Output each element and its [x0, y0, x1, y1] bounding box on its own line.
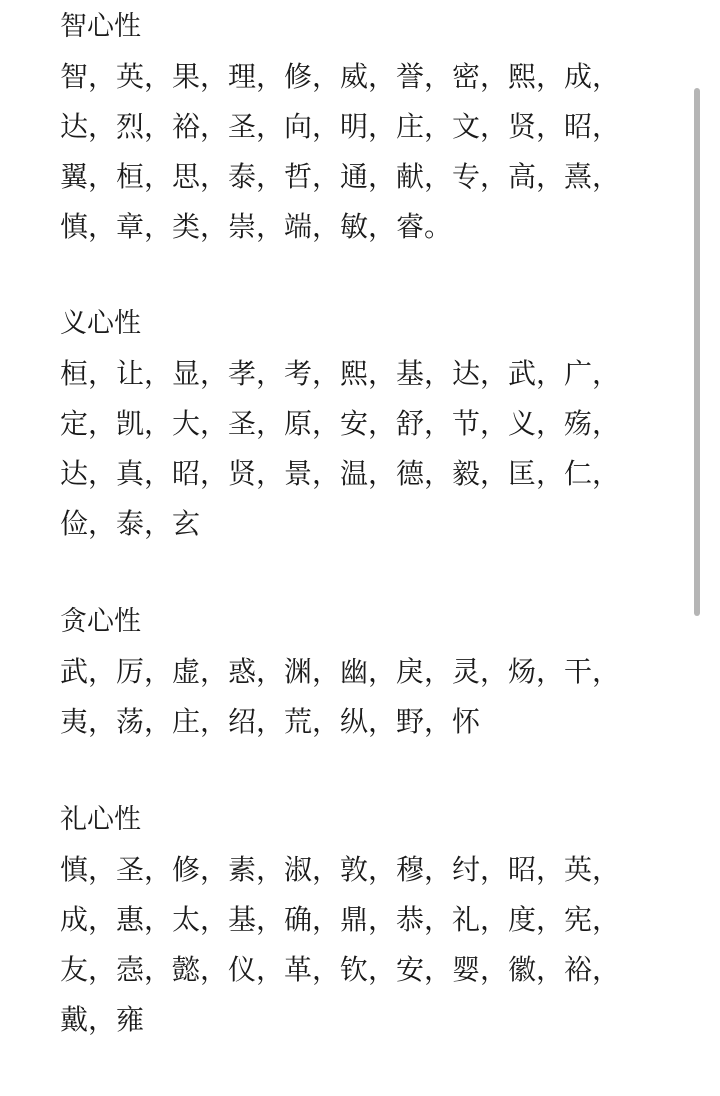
section-4-line-4: 戴，雍: [60, 1003, 145, 1036]
section-1-line-2: 达，烈，裕，圣，向，明，庄，文，贤，昭，: [60, 110, 621, 143]
section-4-line-3: 友，悫，懿，仪，革，钦，安，婴，徽，裕，: [60, 953, 621, 986]
section-2-line-2: 定，凯，大，圣，原，安，舒，节，义，殇，: [60, 407, 621, 440]
section-title-1: 智心性: [60, 11, 141, 42]
section-title-2: 义心性: [60, 308, 141, 339]
section-1-line-4: 慎，章，类，崇，端，敏，睿。: [60, 210, 453, 243]
vertical-scrollbar-thumb[interactable]: [694, 88, 700, 616]
section-1-line-1: 智，英，果，理，修，威，誉，密，熙，成，: [60, 60, 621, 93]
section-3-line-1: 武，厉，虚，惑，渊，幽，戾，灵，炀，干，: [60, 655, 621, 688]
section-1-line-3: 翼，桓，思，泰，哲，通，献，专，高，熹，: [60, 160, 621, 193]
section-2-line-4: 俭，泰，玄: [60, 507, 201, 540]
section-title-3: 贪心性: [60, 606, 141, 637]
section-4-line-1: 慎，圣，修，素，淑，敦，穆，纣，昭，英，: [60, 853, 621, 886]
section-2-line-3: 达，真，昭，贤，景，温，德，毅，匡，仁，: [60, 457, 621, 490]
section-title-4: 礼心性: [60, 804, 141, 835]
section-2-line-1: 桓，让，显，孝，考，熙，基，达，武，广，: [60, 357, 621, 390]
section-3-line-2: 夷，荡，庄，绍，荒，纵，野，怀: [60, 705, 481, 738]
section-4-line-2: 成，惠，太，基，确，鼎，恭，礼，度，宪，: [60, 903, 621, 936]
